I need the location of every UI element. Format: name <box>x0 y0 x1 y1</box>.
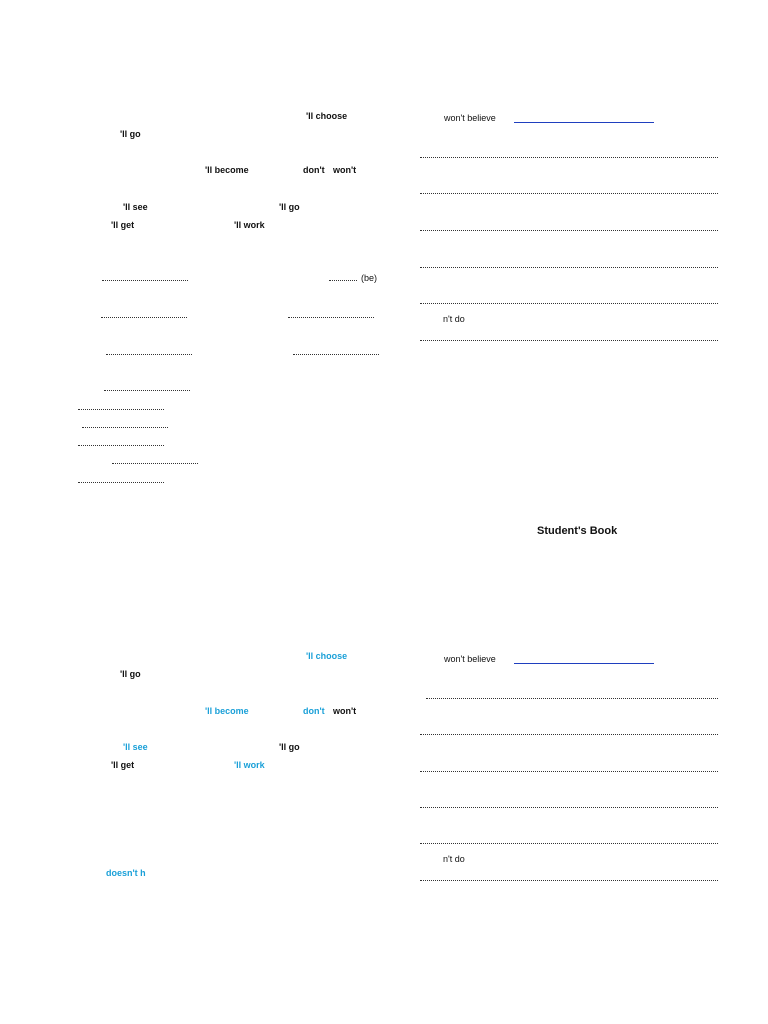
answer-line[interactable] <box>104 390 190 391</box>
word-see: 'll see <box>123 742 148 752</box>
word-get: 'll get <box>111 220 135 230</box>
answer-line[interactable] <box>420 267 718 268</box>
answer-line[interactable] <box>420 880 718 881</box>
answer-line[interactable] <box>420 843 718 844</box>
word-choose: 'll choose <box>306 651 348 661</box>
word-dont: don't <box>303 165 325 175</box>
word-doesnt: doesn't h <box>106 868 146 878</box>
verb-hint: (be) <box>361 273 378 283</box>
answer-line[interactable] <box>420 734 718 735</box>
answer-line[interactable] <box>420 340 718 341</box>
answer-line[interactable] <box>101 317 187 318</box>
word-work: 'll work <box>234 760 265 770</box>
word-go: 'll go <box>120 129 141 139</box>
word-become: 'll become <box>205 165 249 175</box>
answer-line[interactable] <box>329 280 357 281</box>
answer-line[interactable] <box>102 280 188 281</box>
answer-line[interactable] <box>112 463 198 464</box>
answer-line[interactable] <box>78 409 164 410</box>
word-get: 'll get <box>111 760 135 770</box>
word-dont: don't <box>303 706 325 716</box>
phrase-nt-do: n't do <box>443 314 465 324</box>
answer-line[interactable] <box>106 354 192 355</box>
answer-line[interactable] <box>420 230 718 231</box>
word-see: 'll see <box>123 202 148 212</box>
word-work: 'll work <box>234 220 265 230</box>
example-answer-line <box>514 122 654 123</box>
word-go-2: 'll go <box>279 202 300 212</box>
answer-line[interactable] <box>420 303 718 304</box>
answer-line[interactable] <box>420 807 718 808</box>
answer-line[interactable] <box>293 354 379 355</box>
word-go-2: 'll go <box>279 742 300 752</box>
answer-line[interactable] <box>420 771 718 772</box>
phrase-nt-do: n't do <box>443 854 465 864</box>
answer-line[interactable] <box>420 193 718 194</box>
word-become: 'll become <box>205 706 249 716</box>
example-phrase: won't believe <box>444 654 496 664</box>
word-go: 'll go <box>120 669 141 679</box>
example-answer-line <box>514 663 654 664</box>
word-wont: won't <box>333 706 357 716</box>
answer-line[interactable] <box>78 445 164 446</box>
answer-line[interactable] <box>82 427 168 428</box>
example-phrase: won't believe <box>444 113 496 123</box>
word-wont: won't <box>333 165 357 175</box>
answer-line[interactable] <box>420 157 718 158</box>
answer-line[interactable] <box>78 482 164 483</box>
answer-line[interactable] <box>426 698 718 699</box>
word-choose: 'll choose <box>306 111 348 121</box>
answer-line[interactable] <box>288 317 374 318</box>
section-title: Student's Book <box>537 525 618 537</box>
